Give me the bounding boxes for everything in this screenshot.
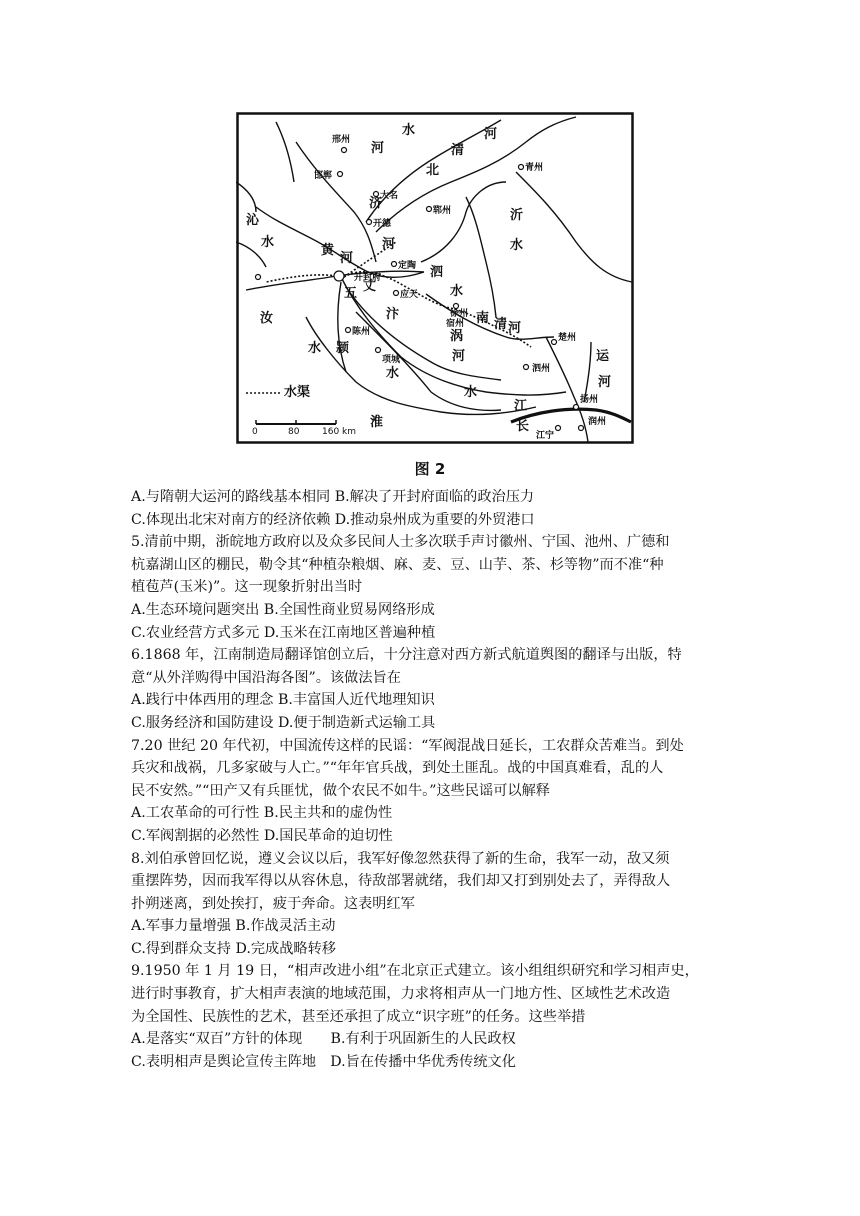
city-label: 邢州 [332,135,351,145]
text-line: 进行时事教育，扩大相声表演的地域范围，力求将相声从一门地方性、区域性艺术改造 [131,986,671,1003]
river-label: 泗 [430,265,444,280]
text-line: 植苞芦(玉米)”。这一现象折射出当时 [131,579,363,596]
river-label: 颍 [336,341,350,356]
text-line: 为全国性、民族性的艺术，甚至还承担了成立“识字班”的任务。这些举措 [131,1008,586,1025]
river-label: 水 [450,284,464,299]
city-label: 大名 [380,191,399,201]
river-label: 南 [476,311,490,326]
river-label: 涡 [450,329,464,344]
scale-label: 80 [288,427,300,437]
text-line: 重摆阵势，因而我军得以从容休息，待敌部署就绪，我们却又打到别处去了，弄得敌人 [131,873,671,890]
city-label: 润州 [588,417,607,427]
river-label: 汴 [386,307,400,322]
text-line: 扑朔迷离，到处挨打，疲于奔命。这表明红军 [131,895,415,912]
text-line: A.与隋朝大运河的路线基本相同 B.解决了开封府面临的政治压力 [131,489,535,505]
river-label: 河 [452,349,466,364]
city-label: 江宁 [536,431,555,441]
river-label: 水 [308,341,322,356]
text-line: C.服务经济和国防建设 D.便于制造新式运输工具 [131,714,436,731]
river-label: 清 [451,143,465,158]
scale-label: 0 [252,427,258,437]
river-label: 水 [464,385,478,400]
text-line: 意“从外洋购得中国沿海各图”。该做法旨在 [131,669,401,686]
river-label: 运 [596,349,610,364]
city-label: 郓州 [433,206,452,216]
city-label: 扬州 [580,395,599,405]
river-label: 河 [340,251,354,266]
river-label: 水 [510,238,524,253]
river-label: 沂 [510,208,524,223]
text-line: 8.刘伯承曾回忆说，遵义会议以后，我军好像忽然获得了新的生命，我军一动，敌又须 [131,850,670,867]
river-label: 北 [426,163,440,178]
text-line: 5.清前中期，浙皖地方政府以及众多民间人士多次联手声讨徽州、宁国、池州、广德和 [131,534,670,551]
text-line: A.生态环境问题突出 B.全国性商业贸易网络形成 [131,601,435,618]
text-line: C.农业经营方式多元 D.玉米在江南地区普遍种植 [131,624,436,641]
historical-map [236,112,634,444]
city-label: 楚州 [558,333,577,343]
city-label: 泗州 [532,364,551,374]
river-label: 丈 [363,279,377,294]
city-label: 应天 [400,290,419,300]
river-label: 五 [344,286,358,301]
text-line: 兵灾和战祸，几多家破与人亡。”“年年官兵战，到处土匪乱。战的中国真难看，乱的人 [131,760,664,777]
river-label: 河 [598,375,612,390]
text-line: A.践行中体西用的理念 B.丰富国人近代地理知识 [131,692,435,709]
city-label: 定陶 [398,261,417,271]
river-label: 沁 [246,213,260,228]
river-label: 长 [516,419,530,434]
text-line: C.表明相声是舆论宣传主阵地 D.旨在传播中华优秀传统文化 [131,1053,516,1070]
text-line: A.工农革命的可行性 B.民主共和的虚伪性 [131,805,393,822]
river-label: 河 [382,237,396,252]
text-line: 民不安然。”“田产又有兵匪忧，做个农民不如牛。”这些民谣可以解释 [131,782,550,799]
city-label: 开德 [373,219,392,229]
text-line: 9.1950 年 1 月 19 日，“相声改进小组”在北京正式建立。该小组组织研究和学习相声史， [131,963,699,980]
text-line: C.得到群众支持 D.完成战略转移 [131,940,336,957]
river-label: 水 [386,366,400,381]
text-line: C.军阀割据的必然性 D.国民革命的迫切性 [131,827,393,844]
river-label: 淮 [370,415,384,430]
text-line: A.是落实“双百”方针的体现 B.有利于巩固新生的人民政权 [131,1031,516,1048]
river-label: 汝 [260,311,274,326]
river-label: 水 [402,123,416,138]
city-label: 项城 [382,355,401,365]
river-label: 河 [371,141,385,156]
text-line: 6.1868 年，江南制造局翻译馆创立后，十分注意对西方新式航道舆图的翻译与出版，特 [131,647,682,664]
river-label: 水 [261,235,275,250]
city-label: 徐州 [450,309,469,319]
city-label: 宿州 [446,319,465,329]
city-label: 青州 [525,163,544,173]
river-label: 江 [514,399,528,414]
question-text [131,486,741,1073]
river-label: 河 [484,127,498,142]
river-label: 清 [494,317,508,332]
text-line: 杭嘉湖山区的棚民，勒令其“种植杂粮烟、麻、麦、豆、山芋、茶、杉等物”而不准“种 [131,556,664,573]
text-line: A.军事力量增强 B.作战灵活主动 [131,918,336,935]
city-label: 邯郸 [314,171,333,181]
city-label: 开封府 [354,273,382,283]
text-line: 7.20 世纪 20 年代初，中国流传这样的民谣：“军阀混战日延长，工农群众苦难当。到处 [131,737,684,754]
river-label: 济 [369,196,383,211]
river-label: 河 [508,321,522,336]
scale-label: 160 km [322,427,357,437]
text-line: C.体现出北宋对南方的经济依赖 D.推动泉州成为重要的外贸港口 [131,511,535,528]
figure-caption: 图 2 [414,460,446,478]
city-label: 陈州 [352,327,371,337]
legend-label: 水渠 [284,385,311,400]
river-label: 黄 [321,243,335,258]
